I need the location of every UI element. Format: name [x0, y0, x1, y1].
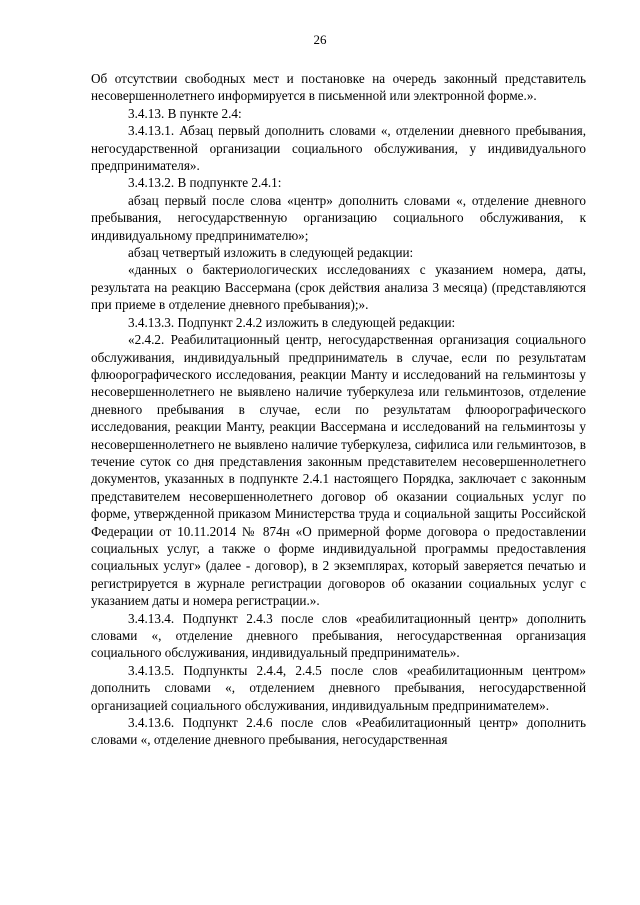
paragraph: 3.4.13.3. Подпункт 2.4.2 изложить в следующей редакции: — [128, 314, 456, 330]
paragraph: «данных о бактериологических исследованиях с указанием номера, даты, результата на реакцию Вассермана (срок действия анализа 3 месяца) (представляются при приеме в отделение дневного пребывания);». — [91, 262, 586, 313]
document-body — [91, 70, 586, 749]
paragraph: абзац первый после слова «центр» дополнить словами «, отделение дневного пребывания, негосударственную организацию социального обслуживания, к индивидуальному предпринимателю»; — [91, 192, 586, 243]
paragraph: 3.4.13.2. В подпункте 2.4.1: — [128, 175, 282, 191]
paragraph: 3.4.13.4. Подпункт 2.4.3 после слов «реабилитационный центр» дополнить словами «, отделение дневного пребывания, негосударственная организация социального обслуживания, индивидуальный предприниматель». — [91, 610, 586, 661]
paragraph: 3.4.13. В пункте 2.4: — [128, 105, 242, 121]
page-number: 26 — [313, 32, 327, 47]
paragraph: 3.4.13.6. Подпункт 2.4.6 после слов «Реабилитационный центр» дополнить словами «, отделение дневного пребывания, негосударственная — [91, 715, 586, 748]
paragraph: Об отсутствии свободных мест и постановке на очередь законный представитель несовершеннолетнего информируется в письменной или электронной форме.». — [91, 71, 586, 104]
paragraph: абзац четвертый изложить в следующей редакции: — [128, 245, 414, 261]
paragraph: 3.4.13.1. Абзац первый дополнить словами «, отделении дневного пребывания, негосударственной организации социального обслуживания, у индивидуального предпринимателя». — [91, 123, 586, 174]
paragraph: «2.4.2. Реабилитационный центр, негосударственная организация социального обслуживания, индивидуальный предприниматель в случае, если по результатам флюорографического исследования, реакции Манту и исследований на гельминтозы у несовершеннолетнего не выявлено наличие туберкулеза или гельминтозов, отделение дневного пребывания в случае, если по результатам флюорографического исследования, реакции Манту, реакции Вассермана и исследований на гельминтозы у несовершеннолетнего не выявлено наличие туберкулеза, сифилиса или гельминтозов, в течение суток со дня представления законным представителем несовершеннолетнего документов, указанных в подпункте 2.4.1 настоящего Порядка, заключает с законным представителем несовершеннолетнего договор об оказании социальных услуг по форме, утвержденной приказом Министерства труда и социальной защиты Российской Федерации от 10.11.2014 № 874н «О примерной форме договора о предоставлении социальных услуг, а также о форме индивидуальной программы предоставления социальных услуг» (далее - договор), в 2 экземплярах, который заверяется печатью и регистрируется в журнале регистрации договоров об оказании социальных услуг с указанием даты и номера регистрации.». — [91, 332, 586, 609]
paragraph: 3.4.13.5. Подпункты 2.4.4, 2.4.5 после слов «реабилитационным центром» дополнить словами «, отделением дневного пребывания, негосударственной организацией социального обслуживания, индивидуальным предпринимателем». — [91, 662, 586, 713]
